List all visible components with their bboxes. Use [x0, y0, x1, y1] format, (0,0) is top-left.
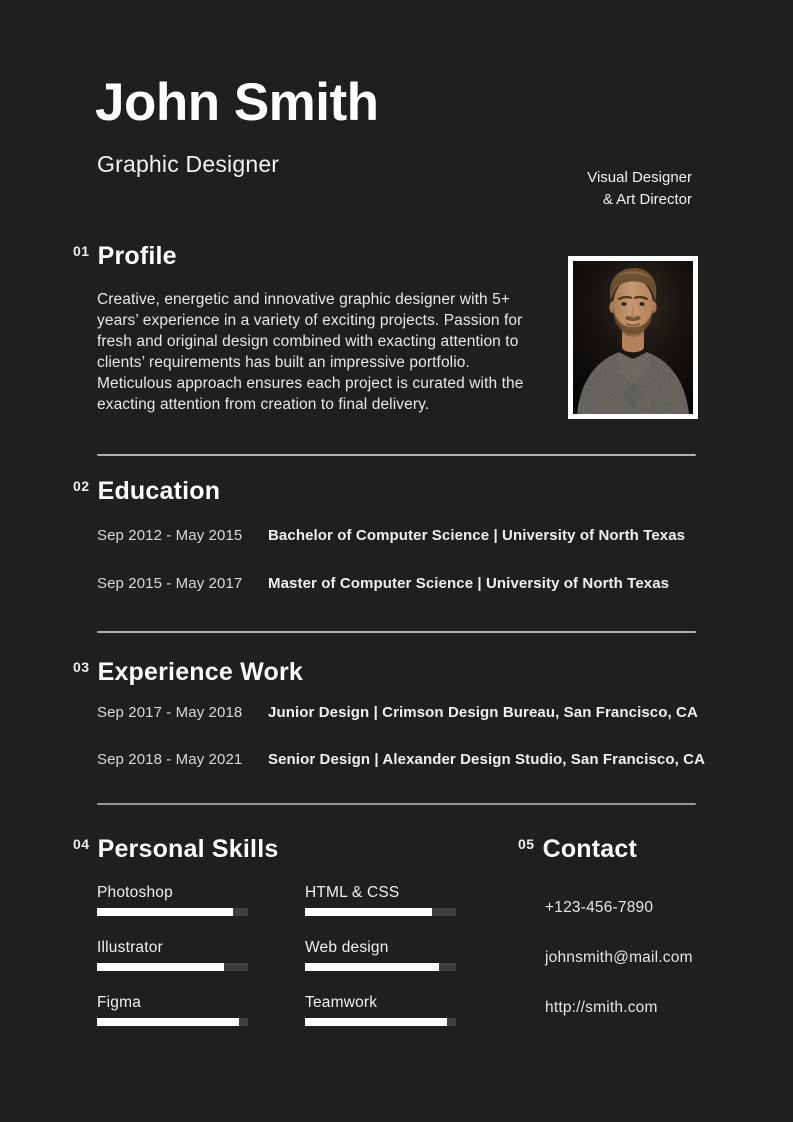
role-tagline	[587, 167, 692, 210]
skill-bar-track	[305, 1018, 456, 1026]
contact-section-number: 05	[518, 836, 535, 852]
profile-section-header	[73, 242, 177, 270]
skills-section-number: 04	[73, 836, 90, 852]
skill-bar-fill	[97, 1018, 239, 1026]
contact-section-header	[518, 835, 637, 863]
skill-bar-track	[305, 963, 456, 971]
skill-item	[97, 884, 248, 916]
person-name: John Smith	[95, 73, 379, 132]
profile-section-number: 01	[73, 243, 90, 259]
profile-section-title: Profile	[97, 242, 177, 270]
section-divider-1	[97, 454, 696, 456]
experience-section-title: Experience Work	[97, 658, 303, 686]
experience-dates: Sep 2017 - May 2018	[97, 704, 243, 721]
skill-bar-fill	[305, 963, 439, 971]
profile-photo	[568, 256, 698, 419]
skill-bar-fill	[305, 1018, 447, 1026]
skill-bar-track	[305, 908, 456, 916]
skill-label: Illustrator	[97, 939, 163, 956]
section-divider-3	[97, 803, 696, 805]
role-tagline-line1: Visual Designer	[587, 169, 692, 186]
experience-description: Senior Design | Alexander Design Studio, San Francisco, CA	[268, 751, 706, 768]
skills-section-title: Personal Skills	[97, 835, 279, 863]
skill-bar-fill	[97, 963, 224, 971]
experience-dates: Sep 2018 - May 2021	[97, 751, 243, 768]
skill-item	[305, 939, 456, 971]
skill-bar-fill	[305, 908, 432, 916]
skill-item	[97, 994, 248, 1026]
experience-section-header	[73, 658, 303, 686]
skill-label: Teamwork	[305, 994, 378, 1011]
skill-label: Figma	[97, 994, 142, 1011]
education-dates: Sep 2015 - May 2017	[97, 575, 243, 592]
role-tagline-line2: & Art Director	[602, 190, 692, 208]
education-entry	[97, 527, 685, 544]
education-description: Master of Computer Science | University of North Texas	[268, 575, 670, 592]
skill-bar-track	[97, 963, 248, 971]
skill-bar-track	[97, 1018, 248, 1026]
education-dates: Sep 2012 - May 2015	[97, 527, 243, 544]
education-section-title: Education	[97, 477, 221, 505]
skill-item	[305, 884, 456, 916]
experience-description: Junior Design | Crimson Design Bureau, San Francisco, CA	[268, 704, 698, 721]
skill-label: HTML & CSS	[305, 884, 400, 901]
skill-label: Web design	[305, 939, 389, 956]
section-divider-2	[97, 631, 696, 633]
experience-entry	[97, 704, 698, 721]
skill-item	[97, 939, 248, 971]
education-section-header	[73, 477, 220, 505]
skills-section-header	[73, 835, 278, 863]
experience-section-number: 03	[73, 659, 90, 675]
education-section-number: 02	[73, 478, 90, 494]
experience-entry	[97, 751, 705, 768]
skill-item	[305, 994, 456, 1026]
skill-bar-fill	[97, 908, 233, 916]
skill-label: Photoshop	[97, 884, 173, 901]
skill-bar-track	[97, 908, 248, 916]
profile-summary-text: Creative, energetic and innovative graphic designer with 5+ years’ experience in a variety of exciting projects. Passion for fresh and original design combined with exacting attention to clients’ requirements has built an impressive portfolio. Meticulous approach ensures each project is curated with the exacting attention from creation to final delivery.	[97, 291, 524, 413]
education-description: Bachelor of Computer Science | University of North Texas	[268, 527, 686, 544]
contact-section-title: Contact	[542, 835, 638, 863]
portrait-photo-illustration	[573, 261, 693, 414]
person-job-title: Graphic Designer	[97, 151, 280, 177]
skills-grid	[97, 884, 456, 1026]
contact-phone[interactable]: +123-456-7890	[545, 899, 654, 916]
contact-website[interactable]: http://smith.com	[545, 999, 658, 1016]
contact-email[interactable]: johnsmith@mail.com	[545, 949, 693, 966]
education-entry	[97, 575, 669, 592]
